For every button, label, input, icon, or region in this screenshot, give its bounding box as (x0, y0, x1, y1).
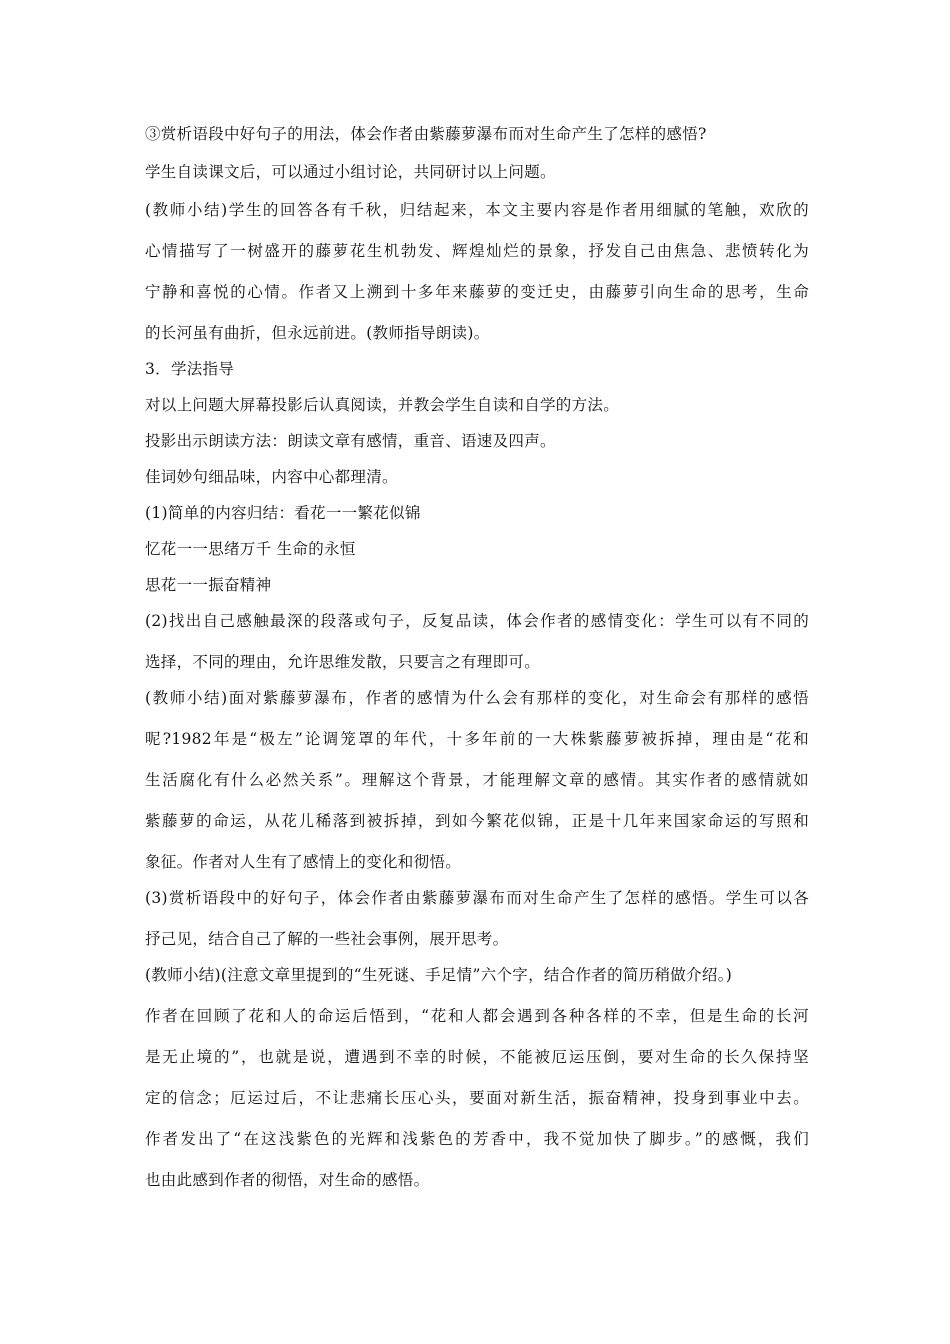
text-line: 是无止境的”，也就是说，遭遇到不幸的时候，不能被厄运压倒，要对生命的长久保持坚 (145, 1048, 809, 1066)
text-line: 抒己见，结合自己了解的一些社会事例，展开思考。 (145, 930, 509, 948)
text-line: 选择，不同的理由，允许思维发散，只要言之有理即可。 (145, 653, 541, 671)
text-line: (教师小结)学生的回答各有千秋，归结起来，本文主要内容是作者用细腻的笔触，欢欣的 (145, 201, 809, 219)
text-line: 思花一一振奋精神 (145, 576, 272, 594)
text-line: 学生自读课文后，可以通过小组讨论，共同研讨以上问题。 (145, 163, 556, 181)
text-line: 作者在回顾了花和人的命运后悟到，“花和人都会遇到各种各样的不幸，但是生命的长河 (145, 1007, 809, 1025)
text-line: 作者发出了“在这浅紫色的光辉和浅紫色的芳香中，我不觉加快了脚步。”的感慨，我们 (145, 1130, 809, 1148)
text-line: 呢?1982年是“极左”论调笼罩的年代，十多年前的一大株紫藤萝被拆掉，理由是“花和 (145, 730, 809, 748)
text-line: 象征。作者对人生有了感情上的变化和彻悟。 (145, 853, 462, 871)
text-line: (2)找出自己感触最深的段落或句子，反复品读，体会作者的感情变化：学生可以有不同的 (145, 612, 809, 630)
text-line: (1)简单的内容归结：看花一一繁花似锦 (145, 504, 421, 522)
text-line: 定的信念；厄运过后，不让悲痛长压心头，要面对新生活，振奋精神，投身到事业中去。 (145, 1089, 809, 1107)
text-line: (教师小结)面对紫藤萝瀑布，作者的感情为什么会有那样的变化，对生命会有那样的感悟 (145, 689, 809, 707)
text-line: 紫藤萝的命运，从花儿稀落到被拆掉，到如今繁花似锦，正是十几年来国家命运的写照和 (145, 812, 809, 830)
text-line: (教师小结)(注意文章里提到的“生死谜、手足情”六个字，结合作者的简历稍做介绍。) (145, 966, 733, 984)
text-line: 忆花一一思绪万千 生命的永恒 (145, 540, 356, 558)
text-line: 的长河虽有曲折，但永远前进。(教师指导朗读)。 (145, 324, 490, 342)
text-line: 宁静和喜悦的心情。作者又上溯到十多年来藤萝的变迁史，由藤萝引向生命的思考，生命 (145, 283, 809, 301)
text-line: 佳词妙句细品味，内容中心都理清。 (145, 468, 398, 486)
text-line: (3)赏析语段中的好句子，体会作者由紫藤萝瀑布而对生命产生了怎样的感悟。学生可以各 (145, 889, 809, 907)
text-line: 也由此感到作者的彻悟，对生命的感悟。 (145, 1171, 430, 1189)
text-line: 对以上问题大屏幕投影后认真阅读，并教会学生自读和自学的方法。 (145, 396, 620, 414)
text-line: 心情描写了一树盛开的藤萝花生机勃发、辉煌灿烂的景象，抒发自己由焦急、悲愤转化为 (145, 242, 809, 260)
section-heading: 3．学法指导 (145, 360, 235, 378)
text-line: ③赏析语段中好句子的用法，体会作者由紫藤萝瀑布而对生命产生了怎样的感悟? (145, 125, 707, 143)
text-line: 生活腐化有什么必然关系”。理解这个背景，才能理解文章的感情。其实作者的感情就如 (145, 771, 809, 789)
text-line: 投影出示朗读方法：朗读文章有感情，重音、语速及四声。 (145, 432, 556, 450)
